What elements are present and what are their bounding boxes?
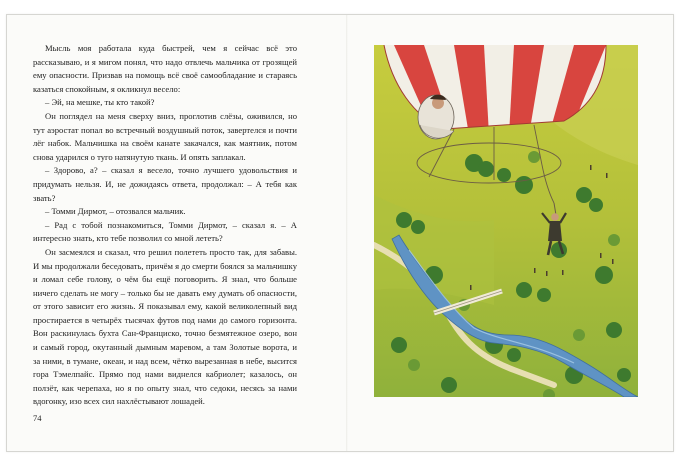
paragraph: Он поглядел на меня сверху вниз, проглотив слёзы, оживился, но тут аэростат попал во встречный воздушный поток, завертелся и почти лёг набок. Мальчишка на своём канате закачался, как маятник, потом снова ударился о туго натянутую ткань. И опять заплакал. [33, 110, 297, 162]
paragraph: – Здорово, а? – сказал я весело, точно лучшего удовольствия и придумать нельзя. И, не дожидаясь ответа, продолжал: – А тебя как звать? [33, 165, 297, 203]
paragraph: – Томми Дирмот, – отозвался мальчик. [45, 206, 186, 217]
passenger-figure [418, 95, 454, 139]
book-spread [6, 14, 674, 452]
balloon-illustration [374, 45, 638, 397]
page-gutter [346, 15, 348, 451]
page-number: 74 [33, 413, 42, 423]
paragraph: – Эй, на мешке, ты кто такой? [45, 97, 155, 108]
left-page-text [33, 42, 297, 409]
paragraph: Мысль моя работала куда быстрей, чем я сейчас всё это рассказываю, и я мигом понял, что надо отвлечь мальчика от грозящей ему опасности. Призвав на помощь всё своё самообладание и стараясь казаться спокойным, я окликнул весело: [33, 43, 297, 94]
paragraph: – Рад с тобой познакомиться, Томми Дирмот, – сказал я. – А интересно знать, кто тебе позволил со мной лететь? [33, 219, 297, 244]
paragraph: Он засмеялся и сказал, что решил полететь просто так, для забавы. И мы продолжали беседовать, причём я до смерти боялся за мальчишку и ломал себе голову, о чём бы ещё поговорить. Я знал, что больше ничего сделать не могу – только бы не давать ему думать об опасности, от этого зависит его жизнь. Я показывал ему, какой великолепный вид простирается в четырёх тысячах футов под нами до самого горизонта. Вон раскинулась бухта Сан-Франциско, точно безмятежное озеро, вон и самый город, окутанный дымным маревом, а там Золотые ворота, и за ними, в тумане, океан, и над всем, чётко вырезанная в небе, высится гора Тэмелпайс. Прямо под нами виднелся кабриолет; казалось, он ползёт, как черепаха, но я по опыту знал, что седоки, несясь за нами вдогонку, изо всех сил нахлёстывают лошадей. [33, 246, 297, 407]
